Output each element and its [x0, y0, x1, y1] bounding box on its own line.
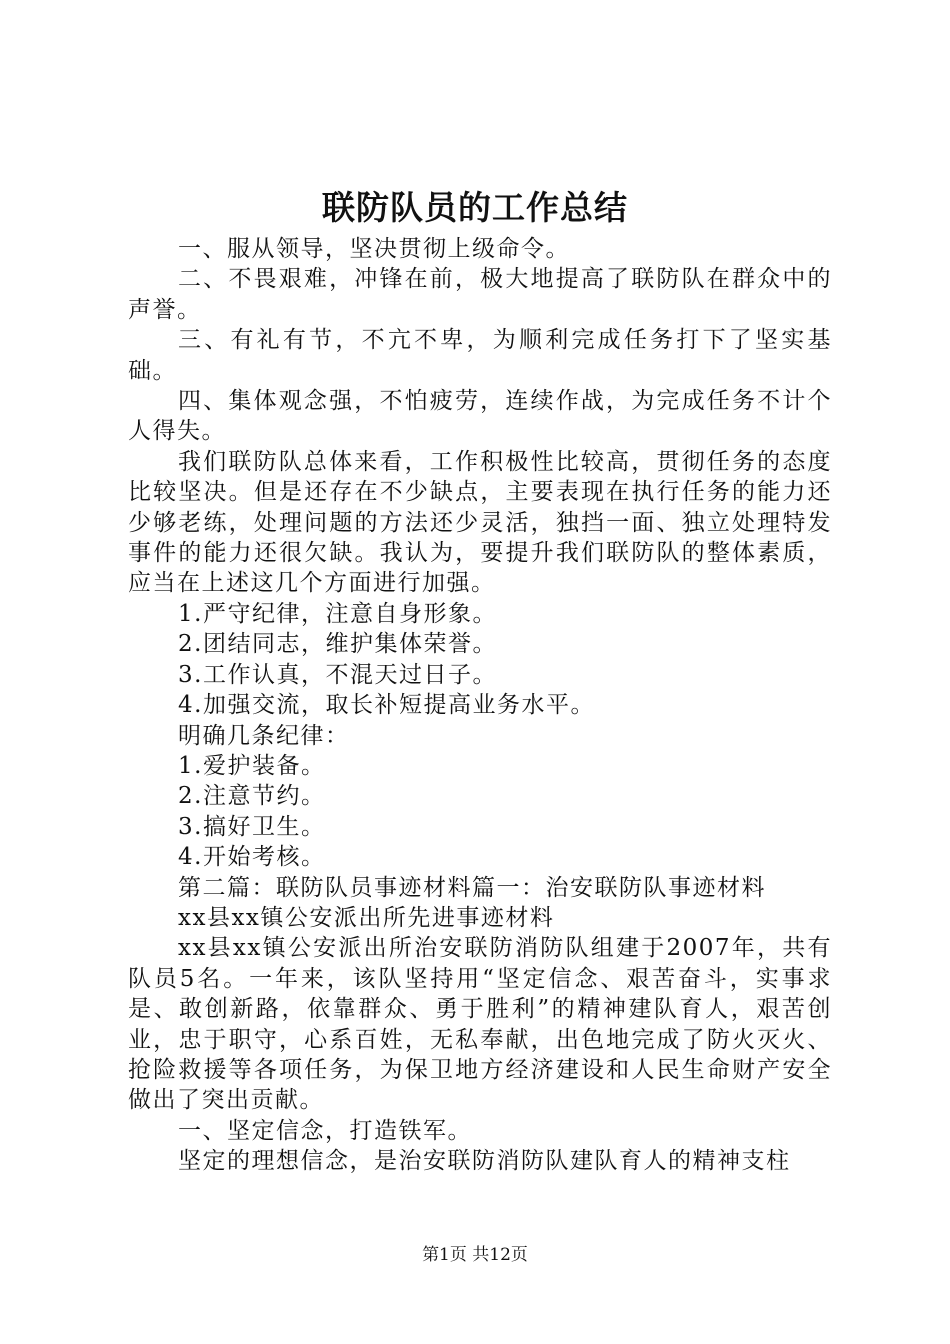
paragraph: 一、服从领导，坚决贯彻上级命令。: [178, 236, 570, 262]
list-item: 1.严守纪律，注意自身形象。: [178, 600, 497, 627]
list-item: 2.注意节约。: [178, 783, 326, 810]
paragraph: 一、坚定信念，打造铁军。: [178, 1117, 472, 1144]
section-subheading: xx县xx镇公安派出所先进事迹材料: [178, 904, 555, 931]
list-item: 3.工作认真，不混天过日子。: [178, 661, 497, 688]
list-item: 2.团结同志，维护集体荣誉。: [178, 631, 497, 658]
paragraph: xx县xx镇公安派出所治安联防消防队组建于2007年，共有队员5名。一年来，该队坚持用“坚定信念、艰苦奋斗，实事求是、敢创新路，依靠群众、勇于胜利”的精神建队育人，艰苦创业，忠于职守，心系百姓，无私奉献，出色地完成了防火灭火、抢险救援等各项任务，为保卫地方经济建设和人民生命财产安全做出了突出贡献。: [128, 935, 832, 1114]
list-item: 1.爱护装备。: [178, 752, 326, 779]
paragraph: 二、不畏艰难，冲锋在前，极大地提高了联防队在群众中的声誉。: [128, 266, 832, 323]
paragraph: 坚定的理想信念，是治安联防消防队建队育人的精神支柱: [178, 1148, 791, 1175]
document-body: [128, 234, 832, 1177]
paragraph: 明确几条纪律：: [178, 722, 350, 749]
paragraph: 三、有礼有节，不亢不卑，为顺利完成任务打下了坚实基础。: [128, 327, 832, 384]
section-heading: 第二篇：联防队员事迹材料篇一：治安联防队事迹材料: [178, 874, 766, 901]
list-item: 3.搞好卫生。: [178, 813, 326, 840]
page-footer: 第1页 共12页: [422, 1245, 528, 1265]
list-item: 4.开始考核。: [178, 844, 326, 871]
paragraph: 四、集体观念强，不怕疲劳，连续作战，为完成任务不计个人得失。: [128, 388, 832, 445]
paragraph: 我们联防队总体来看，工作积极性比较高，贯彻任务的态度比较坚决。但是还存在不少缺点，主要表现在执行任务的能力还少够老练，处理问题的方法还少灵活，独挡一面、独立处理特发事件的能力还很欠缺。我认为，要提升我们联防队的整体素质，应当在上述这几个方面进行加强。: [128, 448, 832, 597]
list-item: 4.加强交流，取长补短提高业务水平。: [178, 692, 595, 719]
document-title: 联防队员的工作总结: [322, 188, 628, 227]
